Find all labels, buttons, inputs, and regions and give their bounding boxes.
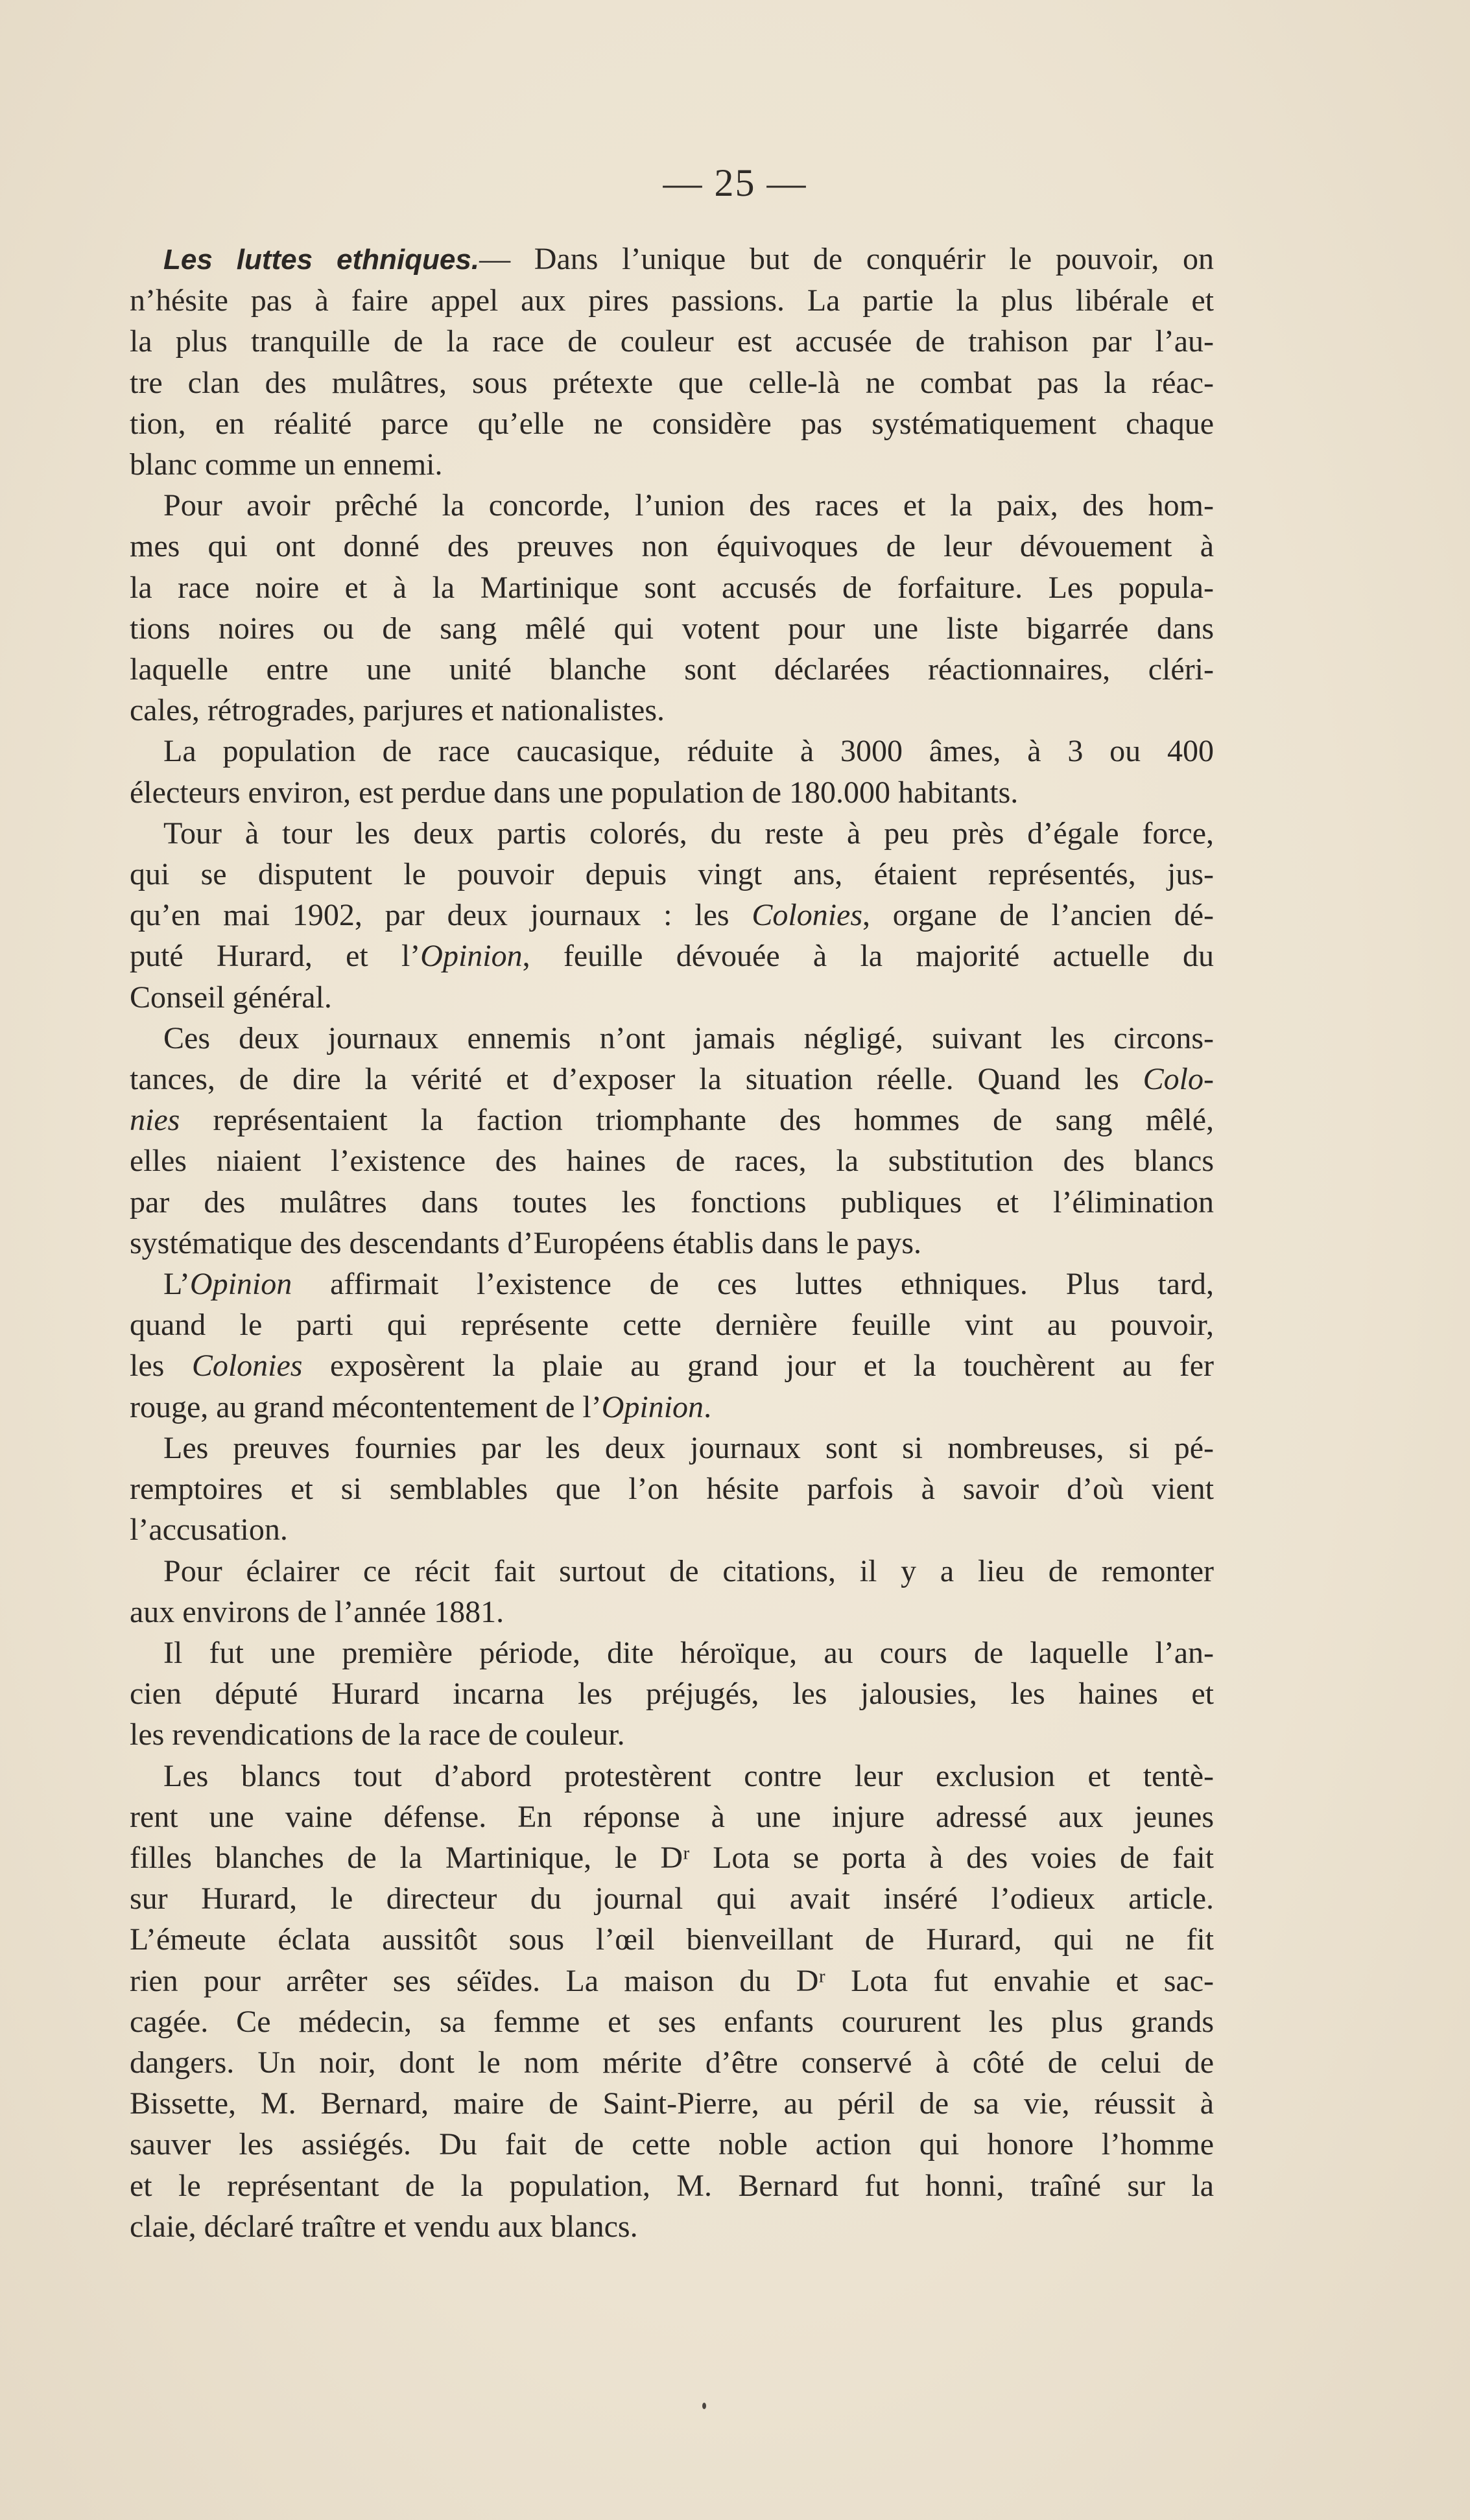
text-line bbox=[130, 813, 1214, 854]
text-run: — Dans l’unique but de conquérir le pouvoir, on bbox=[479, 242, 1214, 276]
text-line bbox=[130, 1059, 1214, 1100]
text-run: La population de race caucasique, réduite à 3000 âmes, à 3 ou 400 bbox=[163, 734, 1214, 769]
paragraph bbox=[130, 1551, 1214, 1632]
text-run: tion, en réalité parce qu’elle ne considère pas systématiquement chaque bbox=[130, 406, 1214, 441]
text-body bbox=[130, 239, 1214, 2247]
text-run: n’hésite pas à faire appel aux pires passions. La partie la plus libérale et bbox=[130, 283, 1214, 318]
italic-title: Opinion bbox=[420, 939, 523, 974]
text-run: les revendications de la race de couleur. bbox=[130, 1717, 625, 1752]
text-run: représentaient la faction triomphante des hommes de sang mêlé, bbox=[180, 1103, 1214, 1138]
text-line bbox=[130, 1387, 1214, 1428]
text-line bbox=[130, 1264, 1214, 1304]
text-run: filles blanches de la Martinique, le Dʳ Lota se porta à des voies de fait bbox=[130, 1840, 1214, 1875]
text-line bbox=[130, 2083, 1214, 2124]
text-line bbox=[130, 1428, 1214, 1468]
text-run: Les preuves fournies par les deux journaux sont si nombreuses, si pé- bbox=[163, 1430, 1214, 1465]
paragraph bbox=[130, 1018, 1214, 1264]
text-line bbox=[130, 1345, 1214, 1386]
text-line bbox=[130, 1673, 1214, 1714]
text-run: L’émeute éclata aussitôt sous l’œil bienveillant de Hurard, qui ne fit bbox=[130, 1922, 1214, 1957]
text-line bbox=[130, 1592, 1214, 1632]
text-line bbox=[130, 280, 1214, 321]
page-number: — 25 — bbox=[663, 161, 807, 204]
text-line bbox=[130, 1714, 1214, 1755]
text-line bbox=[130, 321, 1214, 362]
text-line bbox=[130, 1182, 1214, 1223]
text-line bbox=[130, 2124, 1214, 2165]
italic-title: Opinion bbox=[189, 1267, 292, 1302]
text-run: cales, rétrogrades, parjures et nationalistes. bbox=[130, 693, 665, 728]
italic-title: Colonies bbox=[191, 1348, 303, 1384]
text-line bbox=[130, 977, 1214, 1018]
text-line bbox=[130, 690, 1214, 731]
paragraph bbox=[130, 813, 1214, 1018]
text-run: tre clan des mulâtres, sous prétexte que celle-là ne combat pas la réac- bbox=[130, 365, 1214, 400]
text-run: les bbox=[130, 1348, 192, 1384]
italic-title: Colonies bbox=[752, 898, 863, 933]
text-run: rouge, au grand mécontentement de l’ bbox=[130, 1389, 602, 1424]
text-line bbox=[130, 1796, 1214, 1837]
italic-title: Opinion bbox=[601, 1389, 704, 1424]
text-run: affirmait l’existence de ces luttes ethniques. Plus tard, bbox=[292, 1267, 1214, 1302]
text-line bbox=[130, 2001, 1214, 2042]
text-run: , feuille dévouée à la majorité actuelle du bbox=[522, 939, 1214, 974]
text-line bbox=[130, 1756, 1214, 1796]
text-line bbox=[130, 1018, 1214, 1059]
text-line bbox=[130, 1551, 1214, 1592]
text-run: qui se disputent le pouvoir depuis vingt ans, étaient représentés, jus- bbox=[130, 857, 1214, 892]
text-run: exposèrent la plaie au grand jour et la touchèrent au fer bbox=[302, 1348, 1214, 1384]
paragraph bbox=[130, 239, 1214, 485]
text-line bbox=[130, 444, 1214, 485]
text-run: , organe de l’ancien dé- bbox=[862, 898, 1214, 933]
text-run: Bissette, M. Bernard, maire de Saint-Pierre, au péril de sa vie, réussit à bbox=[130, 2086, 1214, 2121]
text-line bbox=[130, 1961, 1214, 2001]
text-run: qu’en mai 1902, par deux journaux : les bbox=[130, 898, 752, 933]
text-run: . bbox=[704, 1389, 712, 1424]
text-line bbox=[130, 1632, 1214, 1673]
paragraph bbox=[130, 1264, 1214, 1428]
text-run: Pour éclairer ce récit fait surtout de citations, il y a lieu de remonter bbox=[163, 1553, 1214, 1588]
text-run: laquelle entre une unité blanche sont déclarées réactionnaires, cléri- bbox=[130, 652, 1214, 687]
text-line bbox=[130, 1837, 1214, 1878]
text-run: rent une vaine défense. En réponse à une injure adressé aux jeunes bbox=[130, 1799, 1214, 1834]
text-line bbox=[130, 2165, 1214, 2206]
text-line bbox=[130, 1140, 1214, 1181]
text-run: elles niaient l’existence des haines de races, la substitution des blancs bbox=[130, 1144, 1214, 1179]
text-run: Les blancs tout d’abord protestèrent contre leur exclusion et tentè- bbox=[163, 1758, 1214, 1793]
section-heading: Les luttes ethniques. bbox=[163, 244, 480, 276]
text-run: aux environs de l’année 1881. bbox=[130, 1594, 504, 1629]
text-run: Il fut une première période, dite héroïque, au cours de laquelle l’an- bbox=[163, 1635, 1214, 1670]
text-run: cagée. Ce médecin, sa femme et ses enfants coururent les plus grands bbox=[130, 2004, 1214, 2039]
paragraph bbox=[130, 485, 1214, 731]
text-line bbox=[130, 1468, 1214, 1509]
text-line bbox=[130, 772, 1214, 813]
text-line bbox=[130, 1509, 1214, 1550]
text-line bbox=[130, 649, 1214, 690]
text-line bbox=[130, 526, 1214, 567]
text-line bbox=[130, 362, 1214, 403]
text-line bbox=[130, 1878, 1214, 1919]
text-run: quand le parti qui représente cette dernière feuille vint au pouvoir, bbox=[130, 1308, 1214, 1343]
text-run: tances, de dire la vérité et d’exposer la situation réelle. Quand les bbox=[130, 1062, 1143, 1097]
text-line bbox=[130, 1223, 1214, 1264]
text-line bbox=[130, 2206, 1214, 2247]
text-run: sauver les assiégés. Du fait de cette noble action qui honore l’homme bbox=[130, 2127, 1214, 2162]
text-run: Ces deux journaux ennemis n’ont jamais négligé, suivant les circons- bbox=[163, 1020, 1214, 1055]
text-run: blanc comme un ennemi. bbox=[130, 447, 443, 482]
paragraph bbox=[130, 1756, 1214, 2247]
text-run: mes qui ont donné des preuves non équivoques de leur dévouement à bbox=[130, 529, 1214, 564]
text-line bbox=[130, 239, 1214, 280]
text-run: rien pour arrêter ses séïdes. La maison du Dʳ Lota fut envahie et sac- bbox=[130, 1963, 1214, 1998]
text-run: et le représentant de la population, M. Bernard fut honni, traîné sur la bbox=[130, 2168, 1214, 2203]
paragraph bbox=[130, 1428, 1214, 1551]
text-run: par des mulâtres dans toutes les fonctions publiques et l’élimination bbox=[130, 1184, 1214, 1219]
text-run: remptoires et si semblables que l’on hésite parfois à savoir d’où vient bbox=[130, 1472, 1214, 1507]
paragraph bbox=[130, 731, 1214, 812]
text-line bbox=[130, 895, 1214, 936]
text-run: cien député Hurard incarna les préjugés, les jalousies, les haines et bbox=[130, 1677, 1214, 1712]
text-run: Tour à tour les deux partis colorés, du reste à peu près d’égale force, bbox=[163, 816, 1214, 851]
text-run: l’accusation. bbox=[130, 1513, 288, 1548]
text-run: L’ bbox=[163, 1267, 190, 1302]
text-run: puté Hurard, et l’ bbox=[130, 939, 421, 974]
text-line bbox=[130, 567, 1214, 608]
italic-title: Colo- bbox=[1143, 1062, 1214, 1097]
text-run: la plus tranquille de la race de couleur est accusée de trahison par l’au- bbox=[130, 324, 1214, 359]
ink-speck bbox=[702, 2403, 706, 2409]
text-line bbox=[130, 1919, 1214, 1960]
text-run: Conseil général. bbox=[130, 980, 332, 1015]
text-run: Pour avoir prêché la concorde, l’union des races et la paix, des hom- bbox=[163, 488, 1214, 523]
text-line bbox=[130, 854, 1214, 895]
text-line bbox=[130, 1304, 1214, 1345]
text-line bbox=[130, 608, 1214, 649]
text-run: sur Hurard, le directeur du journal qui avait inséré l’odieux article. bbox=[130, 1881, 1214, 1916]
text-run: dangers. Un noir, dont le nom mérite d’être conservé à côté de celui de bbox=[130, 2045, 1214, 2080]
text-line bbox=[130, 485, 1214, 526]
paragraph bbox=[130, 1632, 1214, 1756]
text-run: claie, déclaré traître et vendu aux blancs. bbox=[130, 2209, 638, 2244]
text-run: systématique des descendants d’Européens établis dans le pays. bbox=[130, 1225, 921, 1260]
text-line bbox=[130, 2042, 1214, 2083]
text-run: tions noires ou de sang mêlé qui votent pour une liste bigarrée dans bbox=[130, 611, 1214, 646]
text-line bbox=[130, 403, 1214, 444]
text-run: électeurs environ, est perdue dans une population de 180.000 habitants. bbox=[130, 775, 1019, 810]
italic-title: nies bbox=[130, 1103, 180, 1138]
text-run: la race noire et à la Martinique sont accusés de forfaiture. Les popula- bbox=[130, 570, 1214, 605]
text-line bbox=[130, 1100, 1214, 1140]
text-line bbox=[130, 936, 1214, 976]
text-line bbox=[130, 731, 1214, 771]
